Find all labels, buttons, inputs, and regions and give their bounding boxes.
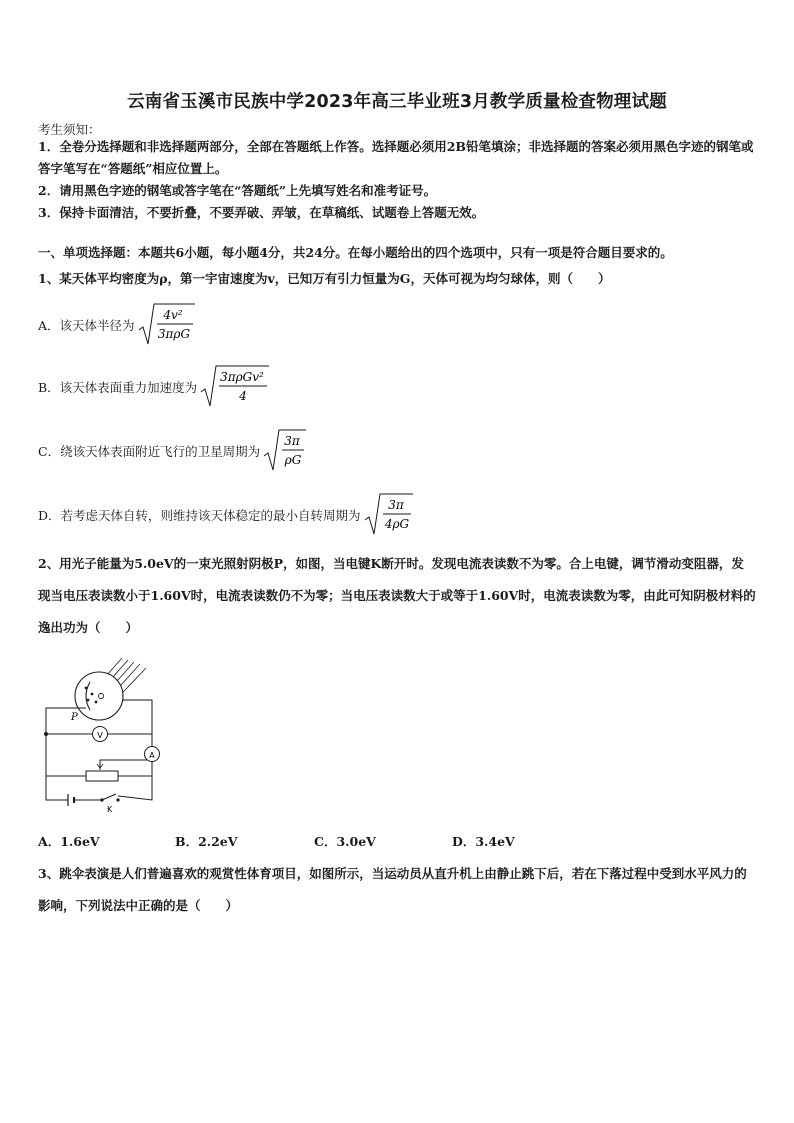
photoelectric-circuit-diagram xyxy=(38,652,168,812)
switch-contact-right xyxy=(116,798,119,801)
q1-option-b-radical xyxy=(199,362,271,412)
q1-option-a-radical xyxy=(137,300,197,350)
q1-option-a-label: A．该天体半径为 xyxy=(38,318,135,333)
q1-option-d-label: D．若考虑天体自转，则维持该天体稳定的最小自转周期为 xyxy=(38,508,361,523)
notice-item-3: 3．保持卡面清洁，不要折叠，不要弄破、弄皱，在草稿纸、试题卷上答题无效。 xyxy=(38,205,485,220)
q1-a-numerator: 4v² xyxy=(162,308,183,322)
q2-choice-b: B．2.2eV xyxy=(175,834,238,849)
q1-option-b-label: B．该天体表面重力加速度为 xyxy=(38,380,198,395)
q1-option-c xyxy=(38,426,308,476)
switch-k xyxy=(102,794,116,800)
label-p: P xyxy=(71,712,78,723)
notice-item-2: 2．请用黑色字迹的钢笔或答字笔在“答题纸”上先填写姓名和准考证号。 xyxy=(38,183,437,198)
q1-c-numerator: 3π xyxy=(284,434,300,448)
q1-option-b xyxy=(38,362,271,412)
q1-option-a xyxy=(38,300,197,350)
question-1-stem: 1、某天体平均密度为ρ，第一宇宙速度为v，已知万有引力恒量为G，天体可视为均匀球体，则（ ） xyxy=(38,271,611,286)
q1-option-d xyxy=(38,490,415,540)
q2-choice-a: A．1.6eV xyxy=(38,834,100,849)
q1-option-d-radical xyxy=(363,490,415,540)
q1-c-denominator: ρG xyxy=(284,453,302,467)
label-k: K xyxy=(107,805,113,812)
q2-choice-c: C．3.0eV xyxy=(314,834,376,849)
q2-choice-d: D．3.4eV xyxy=(452,834,515,849)
q1-option-c-label: C．绕该天体表面附近飞行的卫星周期为 xyxy=(38,444,261,459)
junction-node xyxy=(44,732,48,736)
q1-b-numerator: 3πρGv² xyxy=(220,370,265,384)
ammeter-label: A xyxy=(149,751,155,760)
page-title: 云南省玉溪市民族中学2023年高三毕业班3月教学质量检查物理试题 xyxy=(127,92,667,112)
q1-a-denominator: 3πρG xyxy=(157,327,190,341)
q1-d-numerator: 3π xyxy=(387,498,404,512)
phototube xyxy=(75,672,123,720)
voltmeter-label: V xyxy=(97,731,103,740)
notice-heading: 考生须知： xyxy=(38,122,101,137)
question-2-stem: 2、用光子能量为5.0eV的一束光照射阴极P，如图，当电键K断开时。发现电流表读数不为零。合上电键，调节滑动变阻器，发现当电压表读数小于1.60V时，电流表读数仍不为零；当电压表读数大于或等于1.60V时，电流表读数为零，由此可知阴极材料的逸出功为（ ） xyxy=(38,556,756,635)
q2-choices xyxy=(38,832,638,848)
q1-b-denominator: 4 xyxy=(239,389,248,403)
q1-option-c-radical xyxy=(262,426,308,476)
notice-item-1: 1．全卷分选择题和非选择题两部分，全部在答题纸上作答。选择题必须用2B铅笔填涂；非选择题的答案必须用黑色字迹的钢笔或答字笔写在“答题纸”相应位置上。 xyxy=(38,139,754,176)
rheostat xyxy=(86,771,118,781)
section-heading: 一、单项选择题：本题共6小题，每小题4分，共24分。在每小题给出的四个选项中，只有一项是符合题目要求的。 xyxy=(38,245,673,260)
question-3-stem: 3、跳伞表演是人们普遍喜欢的观赏性体育项目，如图所示，当运动员从直升机上由静止跳下后，若在下落过程中受到水平风力的影响，下列说法中正确的是（ ） xyxy=(38,866,747,913)
q1-d-denominator: 4ρG xyxy=(384,517,409,531)
